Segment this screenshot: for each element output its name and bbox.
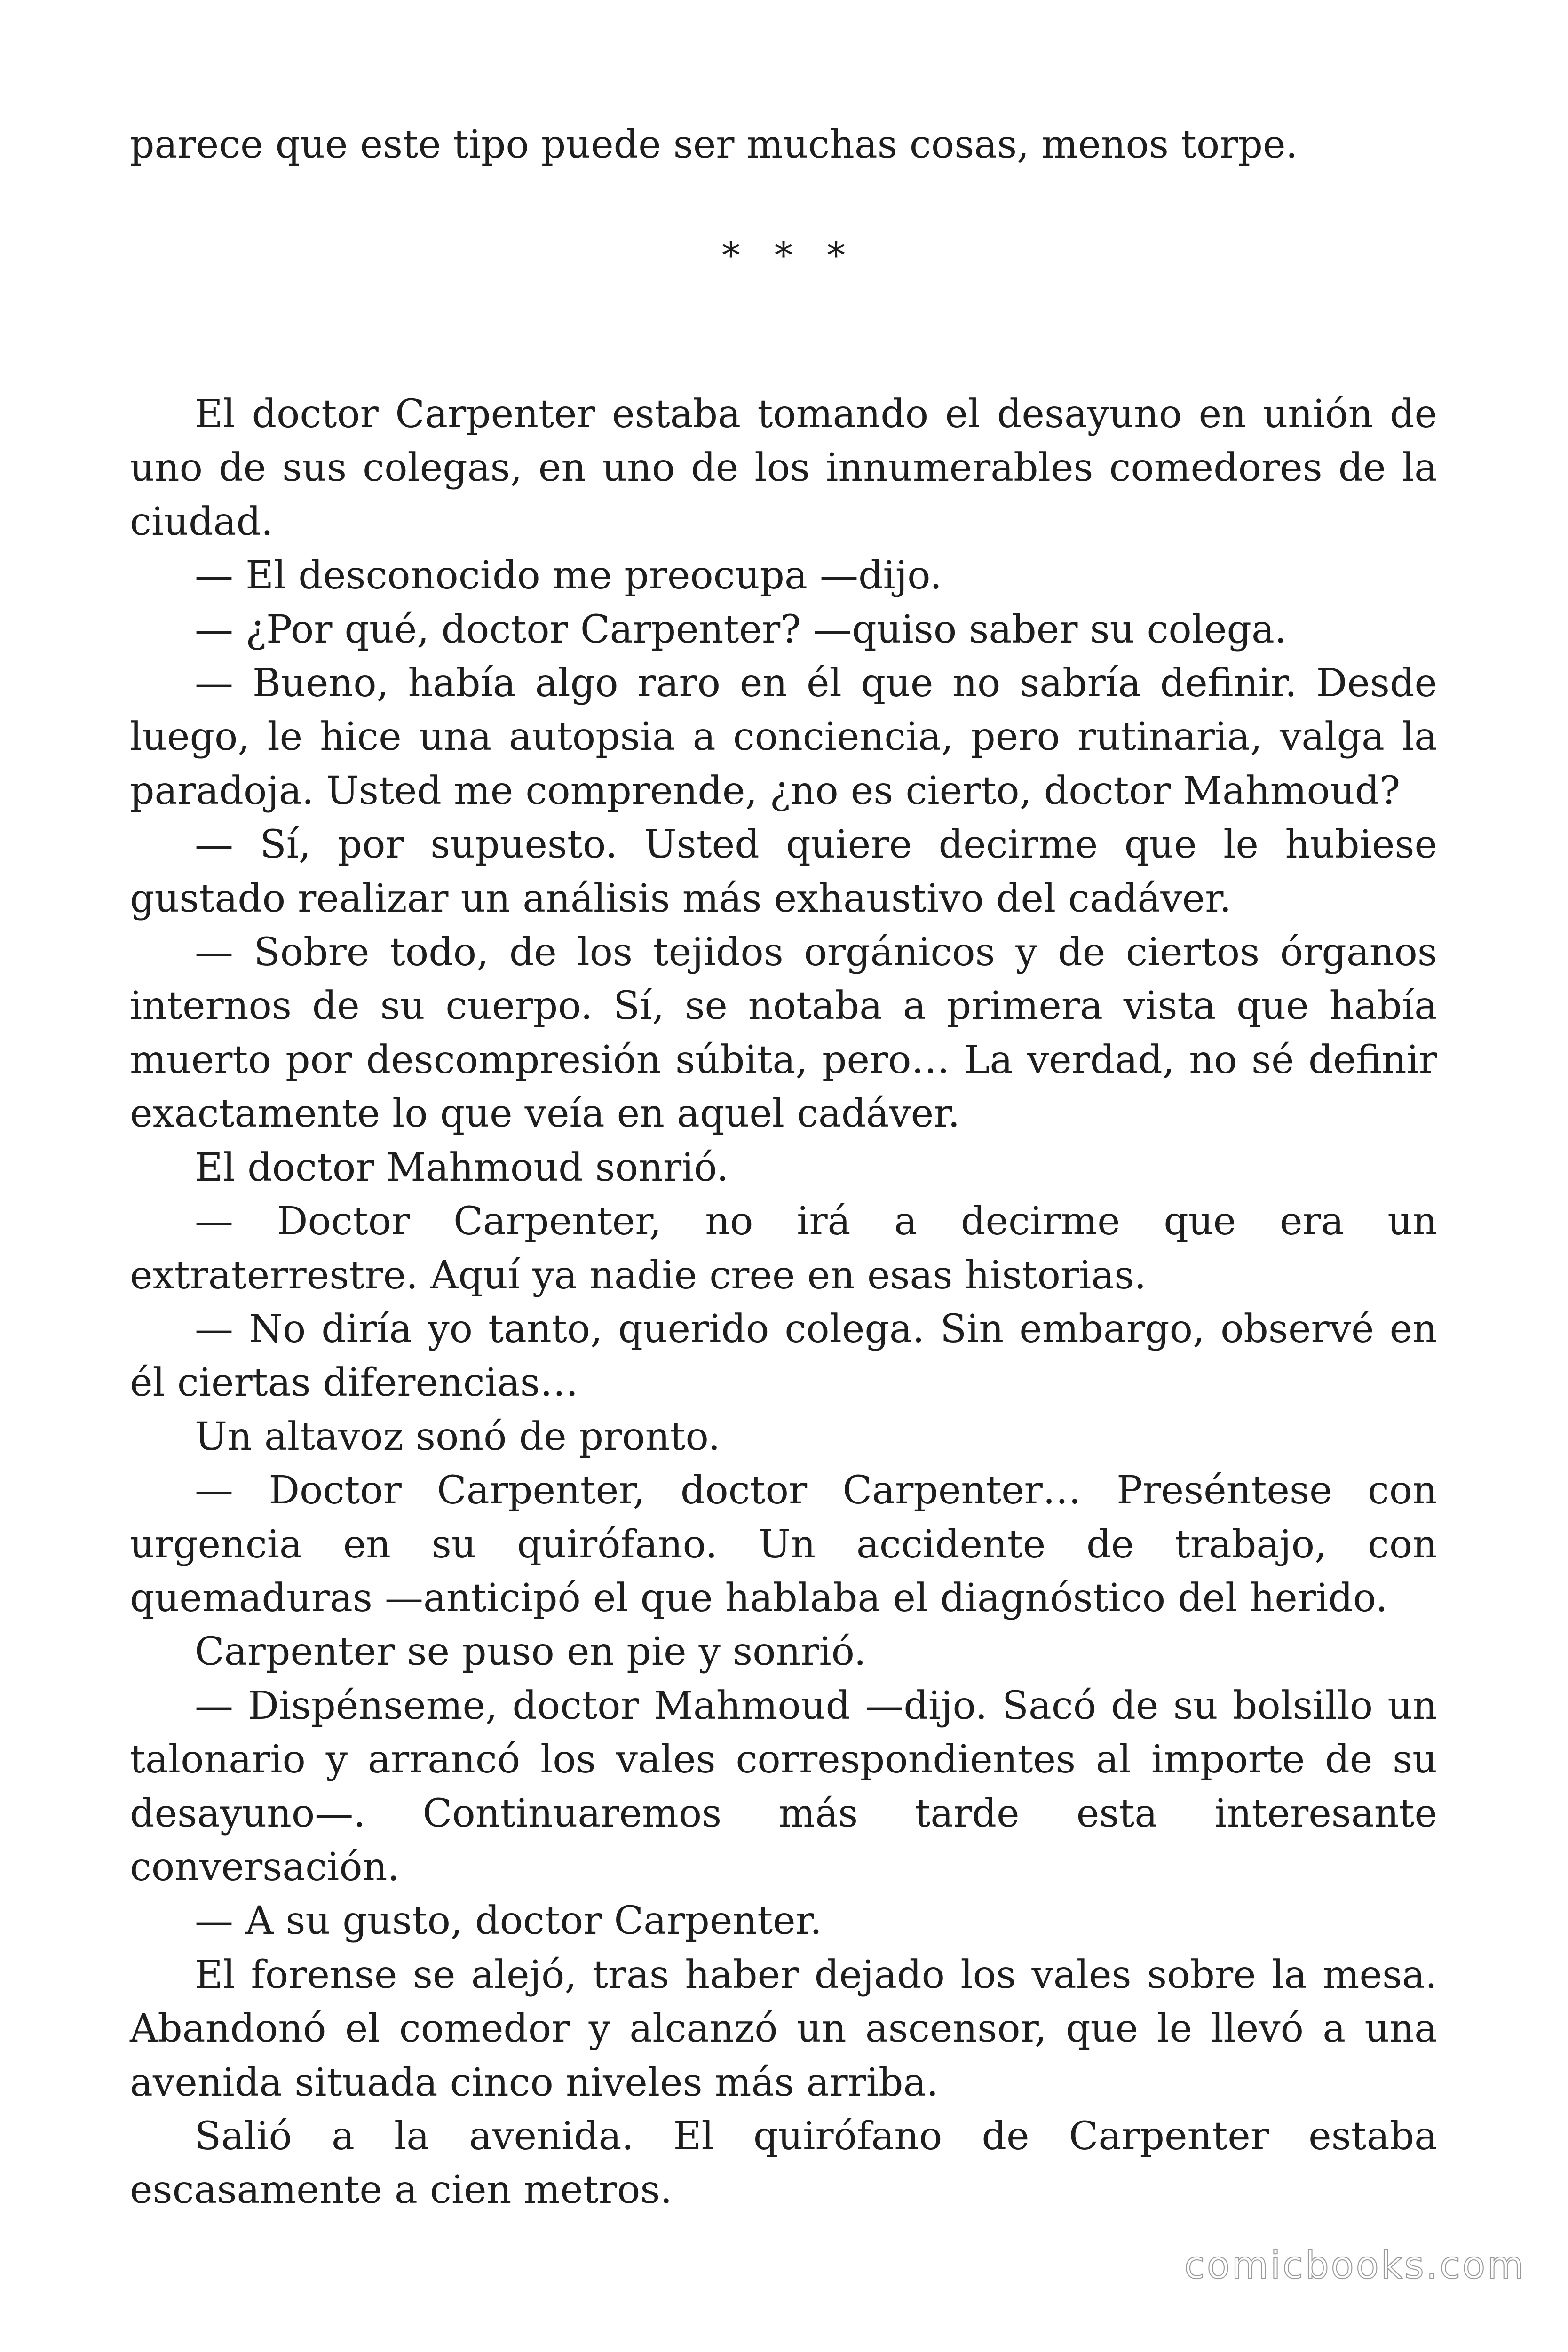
paragraph: — Doctor Carpenter, doctor Carpenter… Preséntese con urgencia en su quirófano. Un accidente de trabajo, con quemaduras —anticipó el que hablaba el diagnóstico del herido. — [130, 1468, 1437, 1621]
paragraph: El forense se alejó, tras haber dejado los vales sobre la mesa. Abandonó el comedor y alcanzó un ascensor, que le llevó a una avenida situada cinco niveles más arriba. — [130, 1952, 1437, 2105]
paragraph: — Doctor Carpenter, no irá a decirme que era un extraterrestre. Aquí ya nadie cree en esas historias. — [130, 1199, 1437, 1298]
continued-line: parece que este tipo puede ser muchas cosas, menos torpe. — [130, 122, 1298, 167]
paragraph: — El desconocido me preocupa —dijo. — [195, 553, 942, 598]
paragraph: — ¿Por qué, doctor Carpenter? —quiso saber su colega. — [195, 607, 1287, 652]
paragraph: — Bueno, había algo raro en él que no sabría definir. Desde luego, le hice una autopsia a conciencia, pero rutinaria, valga la paradoja. Usted me comprende, ¿no es cierto, doctor Mahmoud? — [130, 661, 1437, 813]
paragraph: El doctor Mahmoud sonrió. — [195, 1145, 729, 1190]
watermark: comicbooks.com — [1184, 2243, 1526, 2287]
section-break: * * * — [721, 235, 857, 277]
paragraph: — Dispénseme, doctor Mahmoud —dijo. Sacó de su bolsillo un talonario y arrancó los vales correspondientes al importe de su desayuno—. Continuaremos más tarde esta interesante conversación. — [130, 1683, 1437, 1890]
paragraph: Un altavoz sonó de pronto. — [195, 1414, 721, 1459]
paragraph: El doctor Carpenter estaba tomando el desayuno en unión de uno de sus colegas, en uno de los innumerables comedores de la ciudad. — [130, 392, 1437, 544]
page-text-area — [130, 118, 1437, 2217]
paragraph: — Sobre todo, de los tejidos orgánicos y de ciertos órganos internos de su cuerpo. Sí, se notaba a primera vista que había muerto por descompresión súbita, pero… La verdad, no sé definir exactamente lo que veía en aquel cadáver. — [130, 930, 1437, 1136]
paragraph: — No diría yo tanto, querido colega. Sin embargo, observé en él ciertas diferencias… — [130, 1306, 1437, 1406]
paragraph: Carpenter se puso en pie y sonrió. — [195, 1629, 866, 1675]
paragraph: Salió a la avenida. El quirófano de Carpenter estaba escasamente a cien metros. — [130, 2114, 1437, 2213]
body-text — [130, 388, 1437, 2217]
paragraph: — Sí, por supuesto. Usted quiere decirme que le hubiese gustado realizar un análisis más exhaustivo del cadáver. — [130, 822, 1437, 921]
paragraph: — A su gusto, doctor Carpenter. — [195, 1899, 822, 1944]
